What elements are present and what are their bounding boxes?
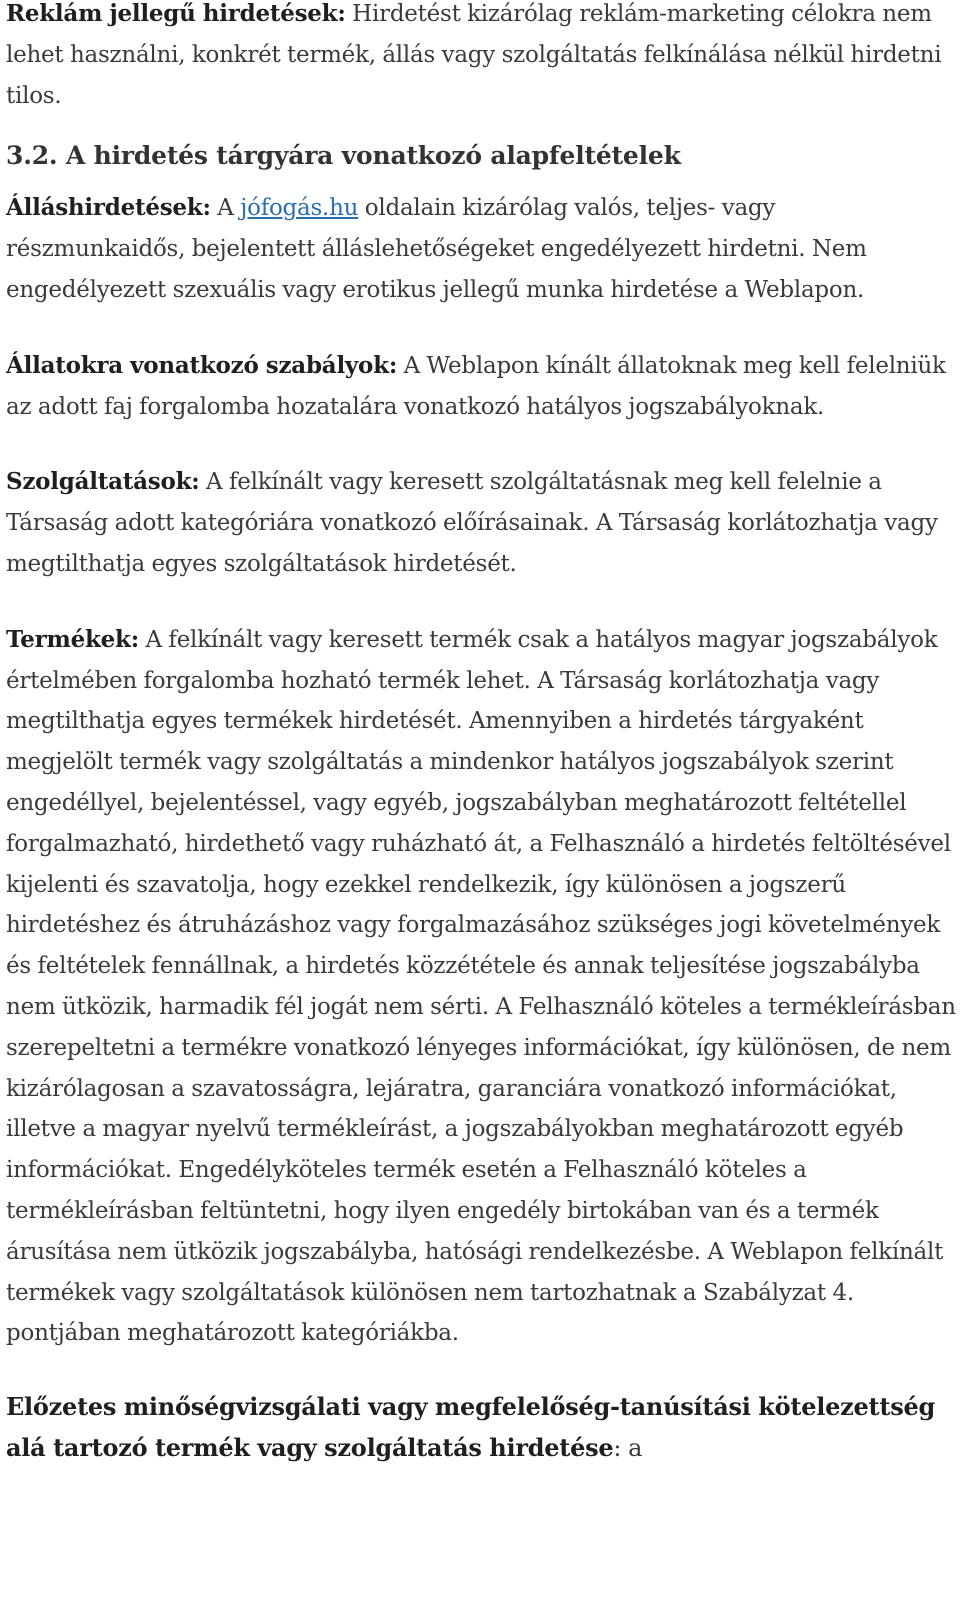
products-text: A felkínált vagy keresett termék csak a hatályos magyar jogszabályok értelmében forgalomba hozható termék lehet. A Társaság korlátozhatja vagy megtilthatja egyes termékek hirdetését. Amennyiben a hirdetés tárgyaként megjelölt termék vagy szolgáltatás a mindenkor hatályos jogszabályok szerint engedéllyel, bejelentéssel, vagy egyéb, jogszabályban meghatározott feltétellel forgalmazható, hirdethető vagy ruházható át, a Felhasználó a hirdetés feltöltésével kijelenti és szavatolja, hogy ezekkel rendelkezik, így különösen a jogszerű hirdetéshez és átruházáshoz vagy forgalmazásához szükséges jogi követelmények és feltételek fennállnak, a hirdetés közzététele és annak teljesítése jogszabályba nem ütközik, harmadik fél jogát nem sérti. A Felhasználó köteles a termékleírásban szerepeltetni a termékre vonatkozó lényeges információkat, így különösen, de nem kizárólagosan a szavatosságra, lejáratra, garanciára vonatkozó információkat, illetve a magyar nyelvű termékleírást, a jogszabályokban meghatározott egyéb információkat. Engedélyköteles termék esetén a Felhasználó köteles a termékleírásban feltüntetni, hogy ilyen engedély birtokában van és a termék árusítása nem ütközik jogszabályba, hatósági rendelkezésbe. A Weblapon felkínált termékek vagy szolgáltatások különösen nem tartozhatnak a Szabályzat 4. pontjában meghatározott kategóriákba.	[6, 626, 956, 1347]
paragraph-animals	[6, 346, 960, 428]
services-lead: Szolgáltatások:	[6, 468, 200, 496]
job-ads-prefix: A	[210, 195, 241, 222]
paragraph-services	[6, 462, 960, 584]
paragraph-products	[6, 620, 960, 1354]
paragraph-quality	[6, 1387, 960, 1469]
quality-lead: Előzetes minőségvizsgálati vagy megfelelőség-tanúsítási kötelezettség alá tartozó termék vagy szolgáltatás hirdetése	[6, 1392, 936, 1462]
products-lead: Termékek:	[6, 625, 139, 653]
paragraph-ad-rules	[6, 0, 960, 116]
jofogas-link[interactable]: jófogás.hu	[240, 195, 359, 222]
animals-lead: Állatokra vonatkozó szabályok:	[6, 351, 398, 379]
animals-text: A Weblapon kínált állatoknak meg kell felelniük az adott faj forgalomba hozatalára vonatkozó hatályos jogszabályoknak.	[6, 352, 946, 420]
paragraph-job-ads	[6, 188, 960, 310]
job-ads-lead: Álláshirdetések:	[6, 194, 211, 222]
services-text: A felkínált vagy keresett szolgáltatásnak meg kell felelnie a Társaság adott kategóriára vonatkozó előírásainak. A Társaság korlátozhatja vagy megtilthatja egyes szolgáltatások hirdetését.	[6, 469, 938, 577]
job-ads-text: oldalain kizárólag valós, teljes- vagy részmunkaidős, bejelentett álláslehetőségeket engedélyezett hirdetni. Nem engedélyezett szexuális vagy erotikus jellegű munka hirdetése a Weblapon.	[6, 195, 867, 303]
ad-rules-lead: Reklám jellegű hirdetések:	[6, 0, 346, 27]
quality-text: : a	[613, 1433, 643, 1462]
ad-rules-text: Hirdetést kizárólag reklám-marketing célokra nem lehet használni, konkrét termék, állás vagy szolgáltatás felkínálása nélkül hirdetni tilos.	[6, 1, 942, 109]
section-heading: 3.2. A hirdetés tárgyára vonatkozó alapfeltételek	[6, 141, 681, 171]
